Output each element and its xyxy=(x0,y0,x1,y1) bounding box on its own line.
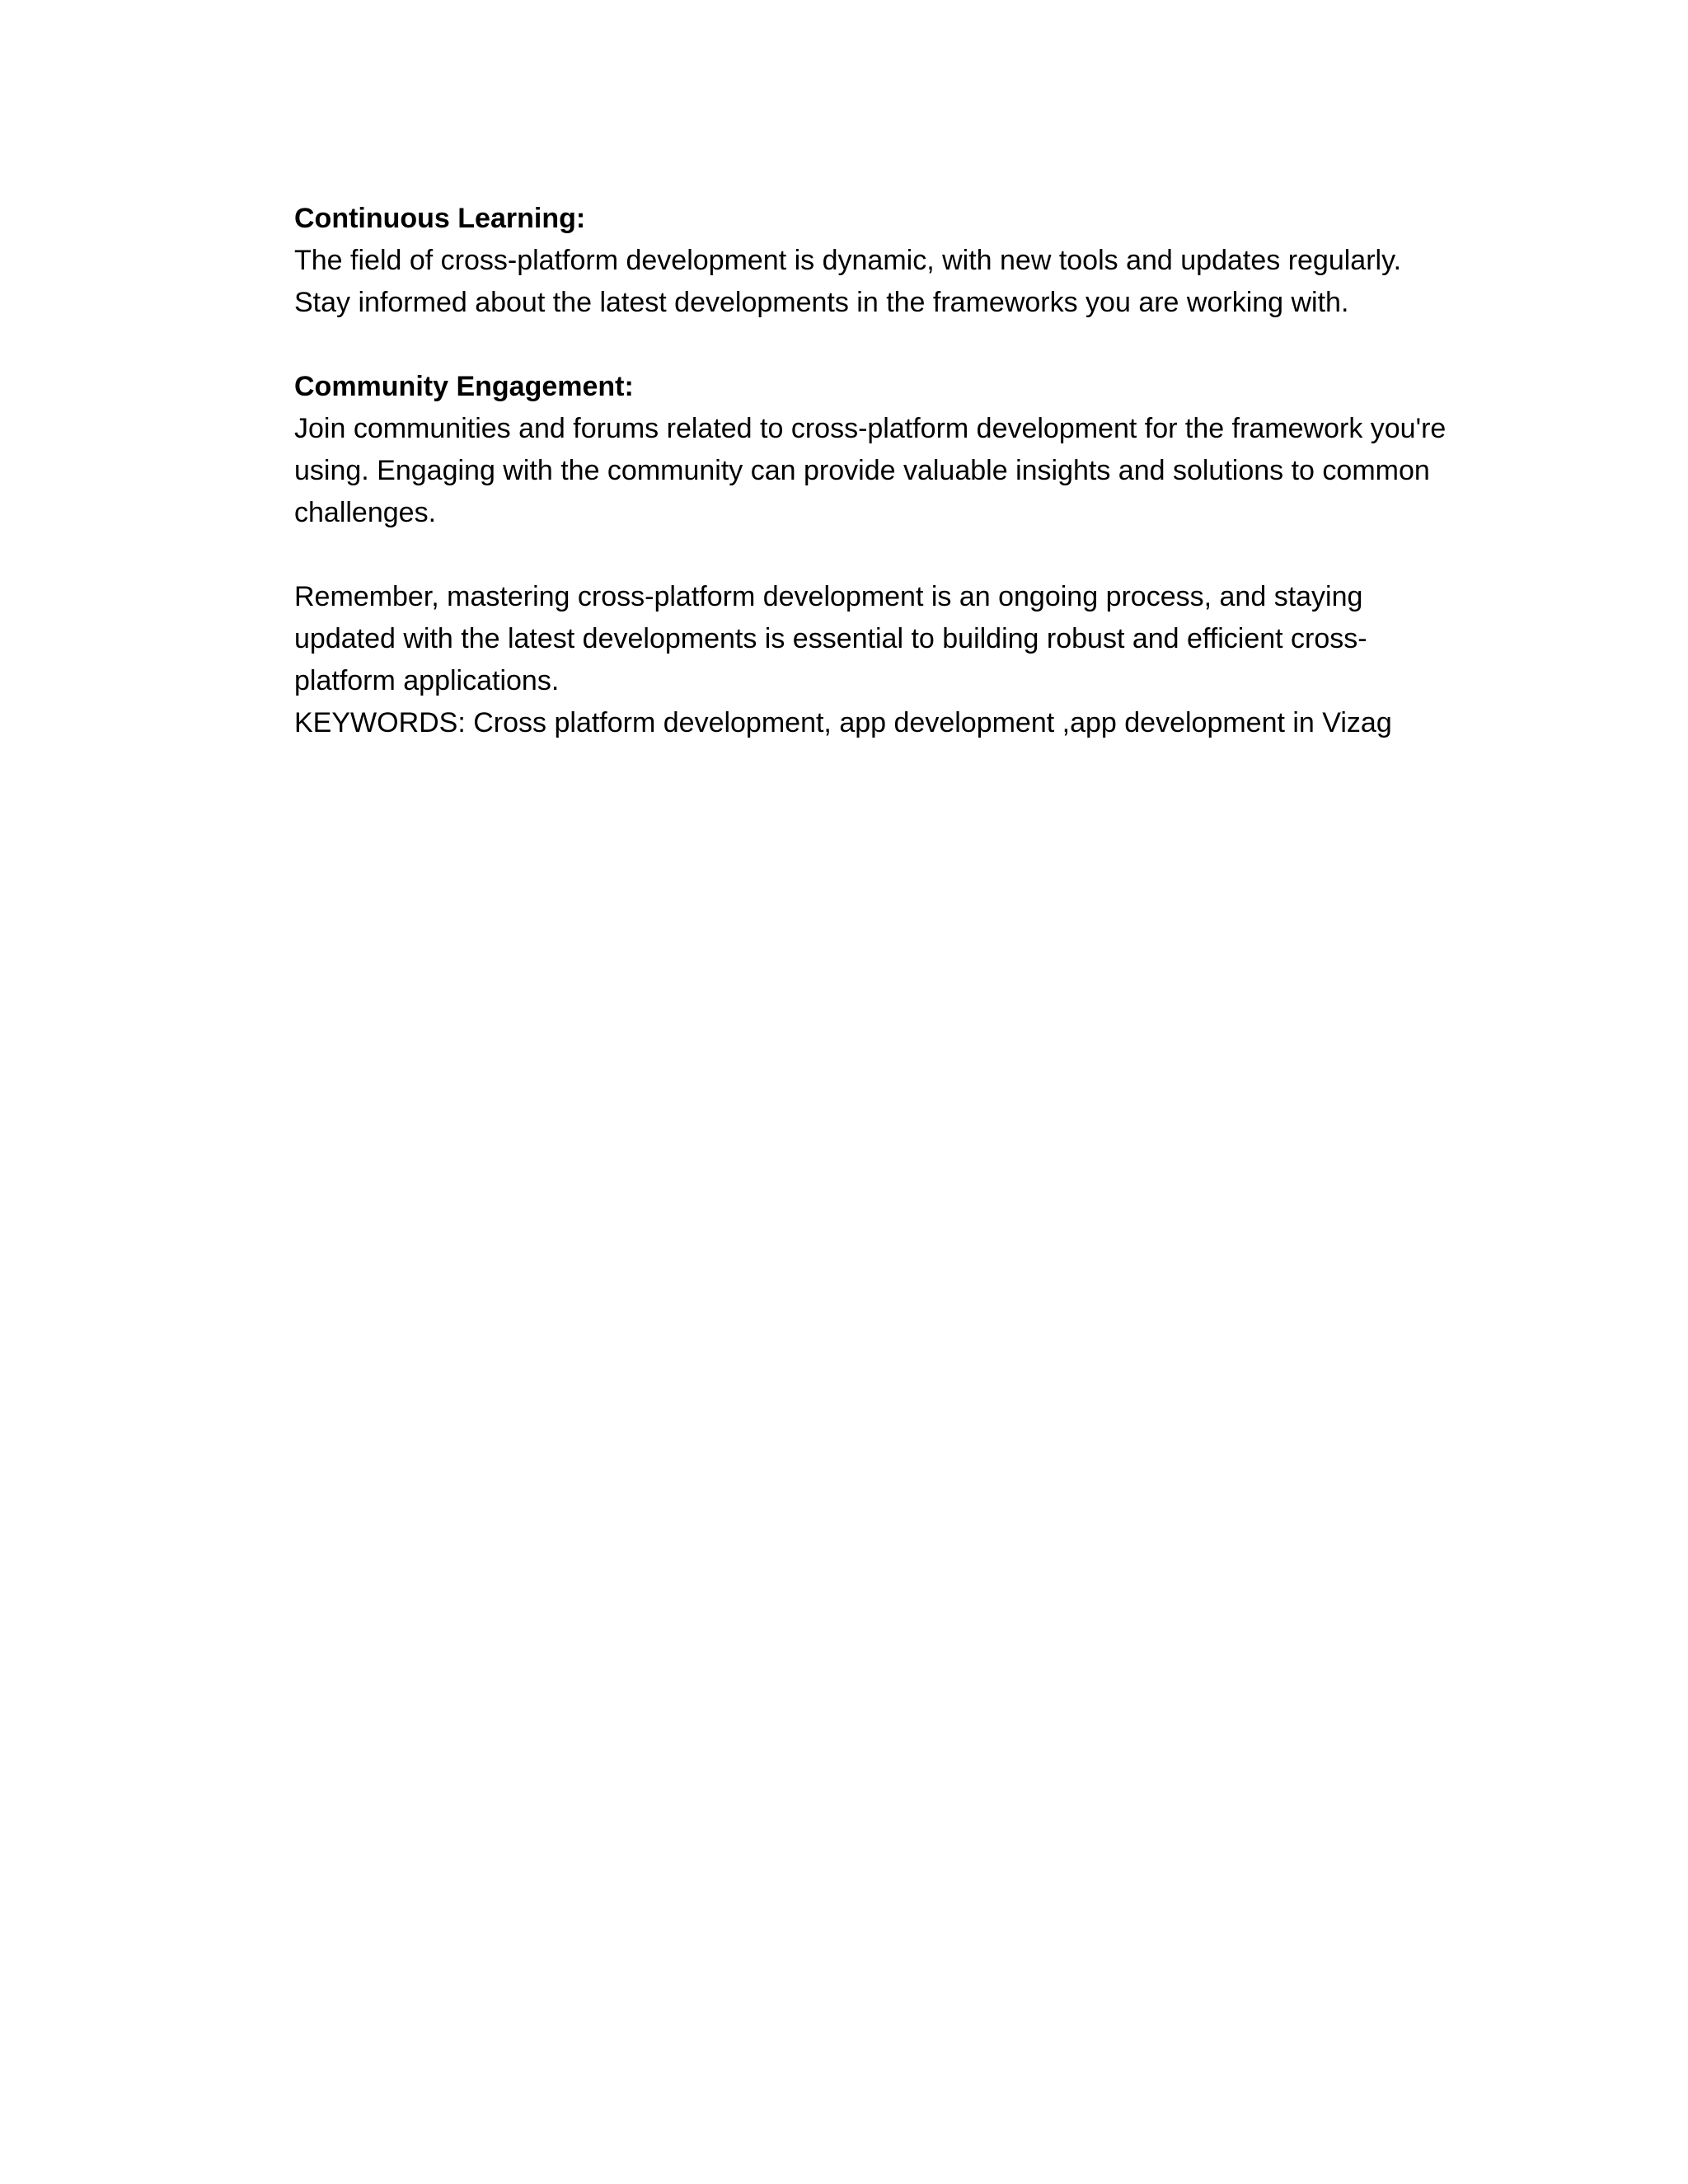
section-heading-continuous-learning: Continuous Learning: xyxy=(294,203,586,234)
closing-paragraph: Remember, mastering cross-platform development is an ongoing process, and staying updated with the latest developments is essential to building robust and efficient cross-platform applications. xyxy=(294,581,1367,696)
section-body-continuous-learning: The field of cross-platform development is dynamic, with new tools and updates regularly. Stay informed about the latest developments in the frameworks you are working with. xyxy=(294,245,1402,318)
keywords-line: KEYWORDS: Cross platform development, app development ,app development in Vizag xyxy=(294,707,1392,738)
document-body xyxy=(294,198,1465,744)
paragraph-spacer xyxy=(294,534,1465,576)
section-body-community-engagement: Join communities and forums related to cross-platform development for the framework you're using. Engaging with the community can provide valuable insights and solutions to common challenges. xyxy=(294,413,1447,528)
section-heading-community-engagement: Community Engagement: xyxy=(294,371,634,402)
paragraph-spacer xyxy=(294,324,1465,366)
